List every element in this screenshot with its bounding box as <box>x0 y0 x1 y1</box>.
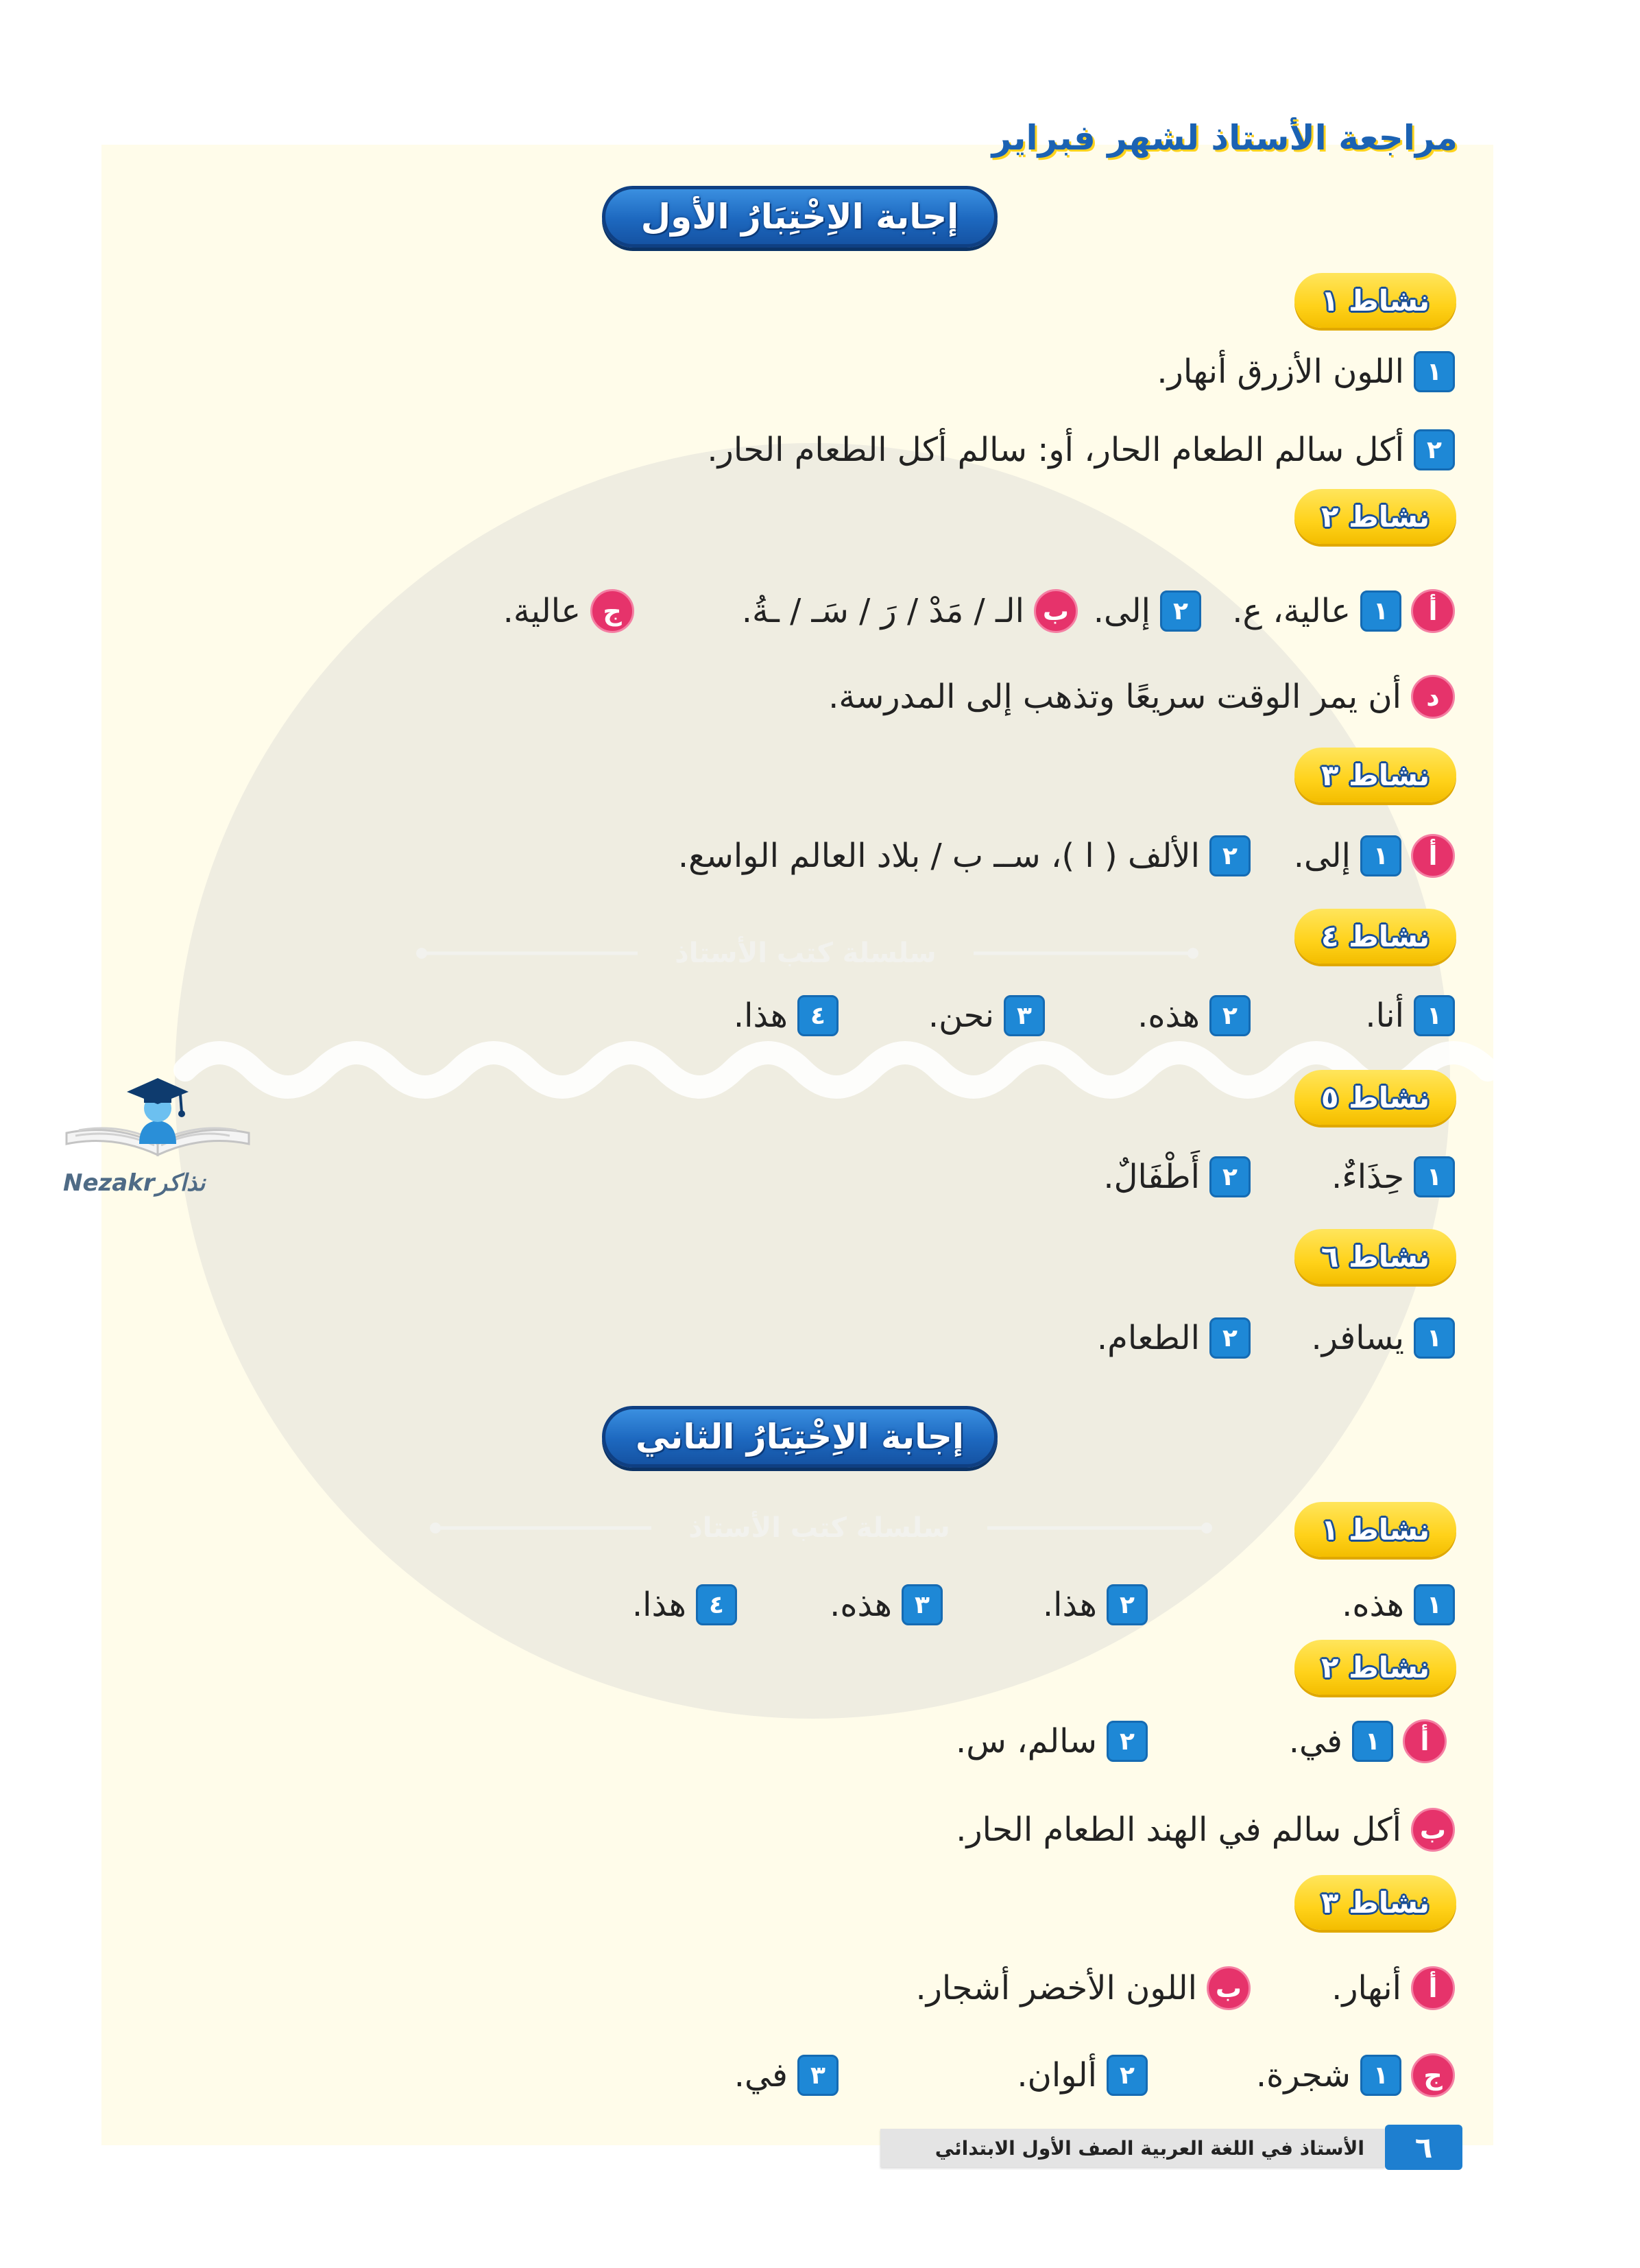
answer-text: أكل سالم في الهند الطعام الحار. <box>956 1811 1401 1849</box>
test2-title-banner: إجابة الاِخْتِبَارُ الثاني <box>602 1406 998 1468</box>
answer-item <box>1342 1581 1455 1629</box>
answer-text: هذا. <box>1042 1586 1097 1624</box>
letter-badge: أ <box>1403 1719 1447 1763</box>
answer-text: هذه. <box>1342 1586 1404 1624</box>
answer-item <box>1043 1581 1148 1629</box>
answer-item <box>742 587 1078 635</box>
activity-label: نشاط ٤ <box>1294 909 1456 964</box>
answer-item <box>1097 1314 1251 1362</box>
number-badge: ٢ <box>1414 429 1455 470</box>
answer-item <box>632 1581 737 1629</box>
answer-text: أنهار. <box>1331 1969 1401 2007</box>
answer-text: الألف ( ا )، ســ ب / بلاد العالم الواسع. <box>677 837 1200 875</box>
answer-text: إلى. <box>1093 592 1150 630</box>
number-badge: ١ <box>1414 1156 1455 1197</box>
answer-item <box>956 1717 1148 1765</box>
answer-item <box>734 992 839 1040</box>
answer-item <box>830 1581 943 1629</box>
number-badge: ٢ <box>1209 995 1251 1036</box>
answer-text: الـ / مَدْ / رَ / سَـ / ـةُ. <box>741 592 1024 630</box>
answer-text: هذا. <box>631 1586 686 1624</box>
answer-text: أن يمر الوقت سريعًا وتذهب إلى المدرسة. <box>828 678 1401 716</box>
answer-item <box>828 673 1455 721</box>
answer-item <box>1232 587 1455 635</box>
letter-badge: ج <box>590 589 634 633</box>
letter-badge: أ <box>1411 589 1455 633</box>
answer-row <box>0 1806 1640 1854</box>
answer-row <box>0 1153 1640 1201</box>
activity-label: نشاط ٢ <box>1294 1640 1456 1695</box>
answer-item <box>1331 1964 1455 2012</box>
answer-row <box>0 2051 1640 2099</box>
number-badge: ١ <box>1352 1721 1393 1762</box>
number-badge: ١ <box>1414 1317 1455 1359</box>
watermark-dot <box>1201 1523 1212 1533</box>
answer-text: هذه. <box>830 1586 892 1624</box>
watermark-caption: سلسلة كتب الأستاذ <box>675 938 937 969</box>
watermark-dot <box>1187 948 1198 959</box>
number-badge: ٢ <box>1107 1584 1148 1625</box>
number-badge: ٢ <box>1160 590 1201 632</box>
answer-text: أكل سالم الطعام الحار، أو: سالم أكل الطعام الحار. <box>707 431 1404 469</box>
answer-item <box>1137 992 1251 1040</box>
answer-item <box>503 587 634 635</box>
number-badge: ٤ <box>696 1584 737 1625</box>
answer-text: ألوان. <box>1017 2056 1097 2094</box>
number-badge: ١ <box>1360 2055 1401 2096</box>
answer-row <box>0 426 1640 474</box>
page-header-title: مراجعة الأستاذ لشهر فبراير <box>991 118 1458 158</box>
answer-row <box>0 1314 1640 1362</box>
answer-text: هذا. <box>733 996 788 1035</box>
answer-item <box>928 992 1045 1040</box>
answer-text: اللون الأزرق أنهار. <box>1157 353 1404 391</box>
answer-item <box>1312 1314 1456 1362</box>
answer-item <box>1103 1153 1251 1201</box>
answer-text: شجرة. <box>1255 2056 1351 2094</box>
page-number: ٦ <box>1385 2125 1462 2170</box>
number-badge: ١ <box>1360 590 1401 632</box>
answer-text: يسافر. <box>1311 1319 1404 1357</box>
answer-row <box>0 832 1640 880</box>
answer-text: هذه. <box>1137 996 1200 1035</box>
answer-text: أَطْفَالٌ. <box>1103 1158 1200 1196</box>
answer-text: حِذَاءٌ. <box>1331 1158 1404 1196</box>
answer-item <box>1094 587 1201 635</box>
number-badge: ٣ <box>797 2055 839 2096</box>
answer-text: في. <box>734 2056 788 2094</box>
number-badge: ١ <box>1414 995 1455 1036</box>
answer-text: عالية. <box>503 592 581 630</box>
answer-item <box>1017 2051 1148 2099</box>
letter-badge: أ <box>1411 1966 1455 2010</box>
answer-text: سالم، س. <box>955 1722 1097 1760</box>
answer-item <box>956 1806 1455 1854</box>
answer-item <box>1294 832 1455 880</box>
answer-item <box>734 2051 839 2099</box>
letter-badge: أ <box>1411 834 1455 878</box>
number-badge: ٢ <box>1209 1156 1251 1197</box>
answer-item <box>1157 348 1455 396</box>
logo-latin-text: Nezakr <box>63 1169 155 1197</box>
letter-badge: د <box>1411 675 1455 719</box>
activity-label: نشاط ٦ <box>1294 1229 1456 1284</box>
answer-row <box>0 1964 1640 2012</box>
activity-label: نشاط ٥ <box>1294 1070 1456 1125</box>
watermark-dot <box>416 948 427 959</box>
answer-item <box>915 1964 1251 2012</box>
answer-row <box>0 992 1640 1040</box>
number-badge: ٢ <box>1209 835 1251 876</box>
number-badge: ٢ <box>1107 2055 1148 2096</box>
answer-item <box>1365 992 1455 1040</box>
answer-text: نحن. <box>928 996 994 1035</box>
number-badge: ٢ <box>1107 1721 1148 1762</box>
number-badge: ١ <box>1360 835 1401 876</box>
answer-row <box>0 348 1640 396</box>
number-badge: ٢ <box>1209 1317 1251 1359</box>
answer-text: إلى. <box>1293 837 1351 875</box>
test1-title-banner: إجابة الاِخْتِبَارُ الأول <box>602 186 998 248</box>
answer-item <box>1256 2051 1455 2099</box>
activity-label: نشاط ٣ <box>1294 748 1456 802</box>
answer-text: في. <box>1288 1722 1342 1760</box>
answer-text: الطعام. <box>1096 1319 1200 1357</box>
answer-item <box>1289 1717 1447 1765</box>
letter-badge: ج <box>1411 2053 1455 2097</box>
letter-badge: ب <box>1207 1966 1251 2010</box>
watermark-caption: سلسلة كتب الأستاذ <box>688 1512 950 1544</box>
answer-item <box>1331 1153 1455 1201</box>
answer-text: عالية، ع. <box>1232 592 1351 630</box>
activity-label: نشاط ٢ <box>1294 489 1456 544</box>
activity-label: نشاط ١ <box>1294 273 1456 328</box>
letter-badge: ب <box>1411 1808 1455 1852</box>
answer-row <box>0 1581 1640 1629</box>
answer-row <box>0 1717 1640 1765</box>
number-badge: ١ <box>1414 1584 1455 1625</box>
activity-label: نشاط ١ <box>1294 1502 1456 1557</box>
answer-row <box>0 673 1640 721</box>
answer-text: أنا. <box>1365 996 1404 1035</box>
number-badge: ٤ <box>797 995 839 1036</box>
number-badge: ٣ <box>902 1584 943 1625</box>
watermark-dot <box>430 1523 441 1533</box>
logo-arabic-text: نذاكر <box>156 1169 206 1197</box>
answer-item <box>707 426 1455 474</box>
answer-item <box>678 832 1251 880</box>
footer-book-title: الأستاذ في اللغة العربية الصف الأول الابتدائي <box>880 2129 1385 2167</box>
activity-label: نشاط ٣ <box>1294 1875 1456 1930</box>
answer-row <box>0 587 1640 635</box>
answer-text: اللون الأخضر أشجار. <box>915 1969 1197 2007</box>
number-badge: ١ <box>1414 351 1455 392</box>
letter-badge: ب <box>1034 589 1078 633</box>
number-badge: ٣ <box>1004 995 1045 1036</box>
